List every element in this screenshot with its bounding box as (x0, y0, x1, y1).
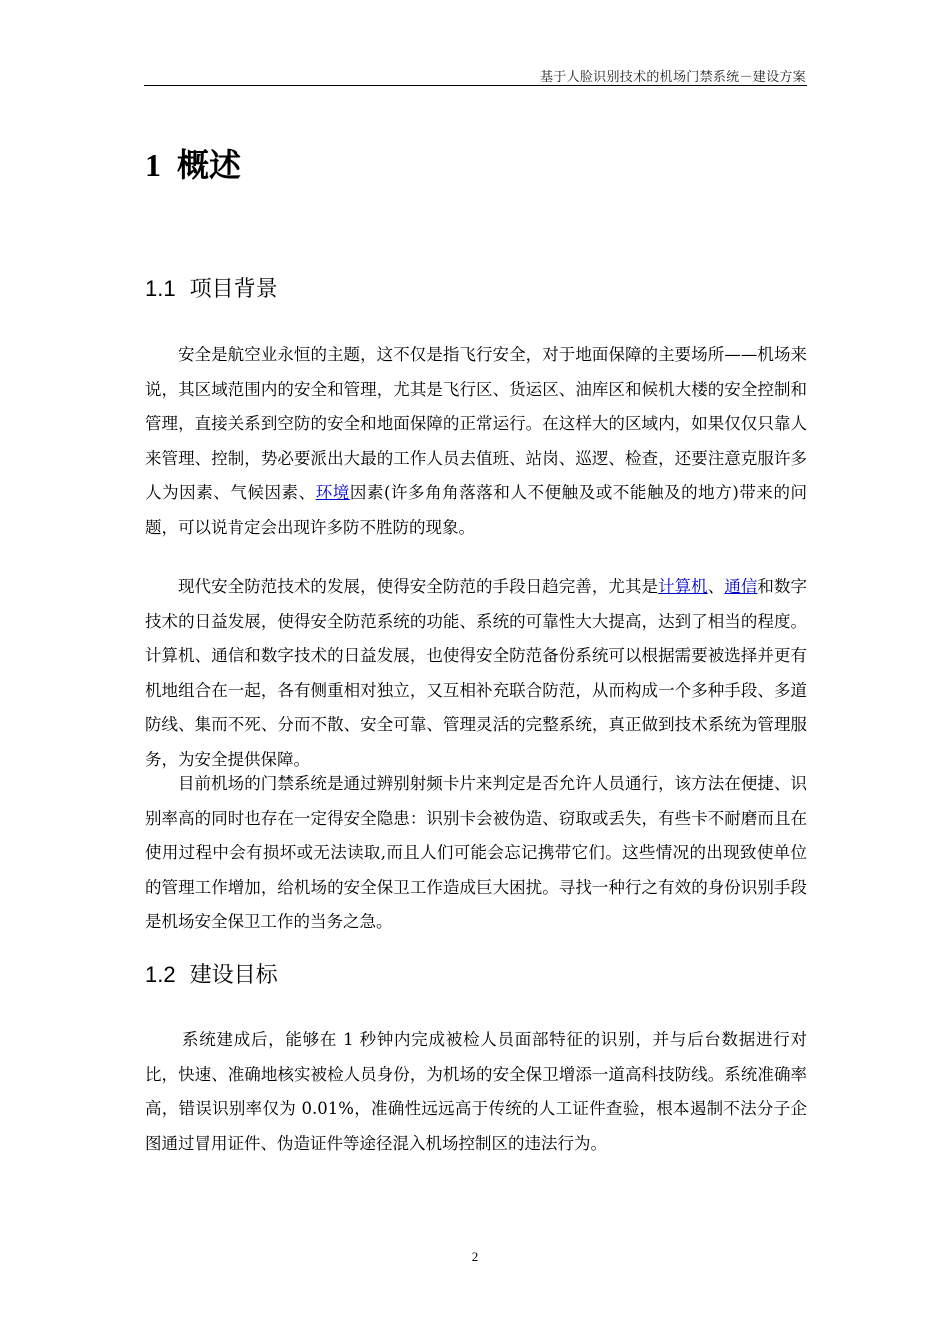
paragraph-goals: 系统建成后，能够在 1 秒钟内完成被检人员面部特征的识别，并与后台数据进行对比，快速、准确地核实被检人员身份，为机场的安全保卫增添一道高科技防线。系统准确率高，错误识别率仅为 0.01%，准确性远远高于传统的人工证件查验，根本遏制不法分子企图通过冒用证件、伪造证件等途径混入机场控制区的违法行为。 (145, 1030, 807, 1153)
chapter-number: 1 (145, 147, 161, 183)
chapter-title: 概述 (177, 146, 242, 184)
paragraph-background-2 (145, 570, 807, 777)
section-number: 1.2 (145, 962, 176, 987)
paragraph-text: 现代安全防范技术的发展，使得安全防范的手段日趋完善，尤其是 (178, 577, 659, 596)
section-heading-goals (145, 958, 278, 989)
paragraph-text: 因素(许多角角落落和人不便触及或不能触及的地方)带来的问题，可以说肯定会出现许多防不胜防的现象。 (145, 483, 808, 537)
chapter-heading (145, 140, 241, 186)
section-title: 项目背景 (189, 277, 278, 302)
section-title: 建设目标 (189, 963, 278, 988)
paragraph-text: 、 (707, 577, 725, 596)
header-rule (144, 85, 807, 86)
page-number: 2 (471, 1249, 479, 1264)
paragraph-text: 安全是航空业永恒的主题，这不仅是指飞行安全，对于地面保障的主要场所——机场来说，其区域范围内的安全和管理，尤其是飞行区、货运区、油库区和候机大楼的安全控制和管理，直接关系到空防的安全和地面保障的正常运行。在这样大的区域内，如果仅仅只靠人来管理、控制，势必要派出大最的工作人员去值班、站岗、巡逻、检查，还要注意克服许多人为因素、气候因素、 (145, 345, 807, 502)
link-computer[interactable]: 计算机 (658, 577, 708, 596)
paragraph-background-1 (145, 338, 807, 545)
running-header: 基于人脸识别技术的机场门禁系统－建设方案 (539, 70, 806, 85)
paragraph-text: 和数字技术的日益发展，使得安全防范系统的功能、系统的可靠性大大提高，达到了相当的程度。计算机、通信和数字技术的日益发展，也使得安全防范备份系统可以根据需要被选择并更有机地组合在一起，各有侧重相对独立，又互相补充联合防范，从而构成一个多种手段、多道防线、集而不死、分而不散、安全可靠、管理灵活的完整系统，真正做到技术系统为管理服务，为安全提供保障。 (145, 577, 808, 769)
paragraph-background-3: 目前机场的门禁系统是通过辨别射频卡片来判定是否允许人员通行，该方法在便捷、识别率高的同时也存在一定得安全隐患：识别卡会被伪造、窃取或丢失，有些卡不耐磨而且在使用过程中会有损坏或无法读取,而且人们可能会忘记携带它们。这些情况的出现致使单位的管理工作增加，给机场的安全保卫工作造成巨大困扰。寻找一种行之有效的身份识别手段是机场安全保卫工作的当务之急。 (145, 774, 807, 931)
link-communication[interactable]: 通信 (724, 577, 758, 596)
link-environment[interactable]: 环境 (315, 483, 350, 502)
section-number: 1.1 (145, 276, 176, 301)
section-heading-background (145, 272, 278, 303)
